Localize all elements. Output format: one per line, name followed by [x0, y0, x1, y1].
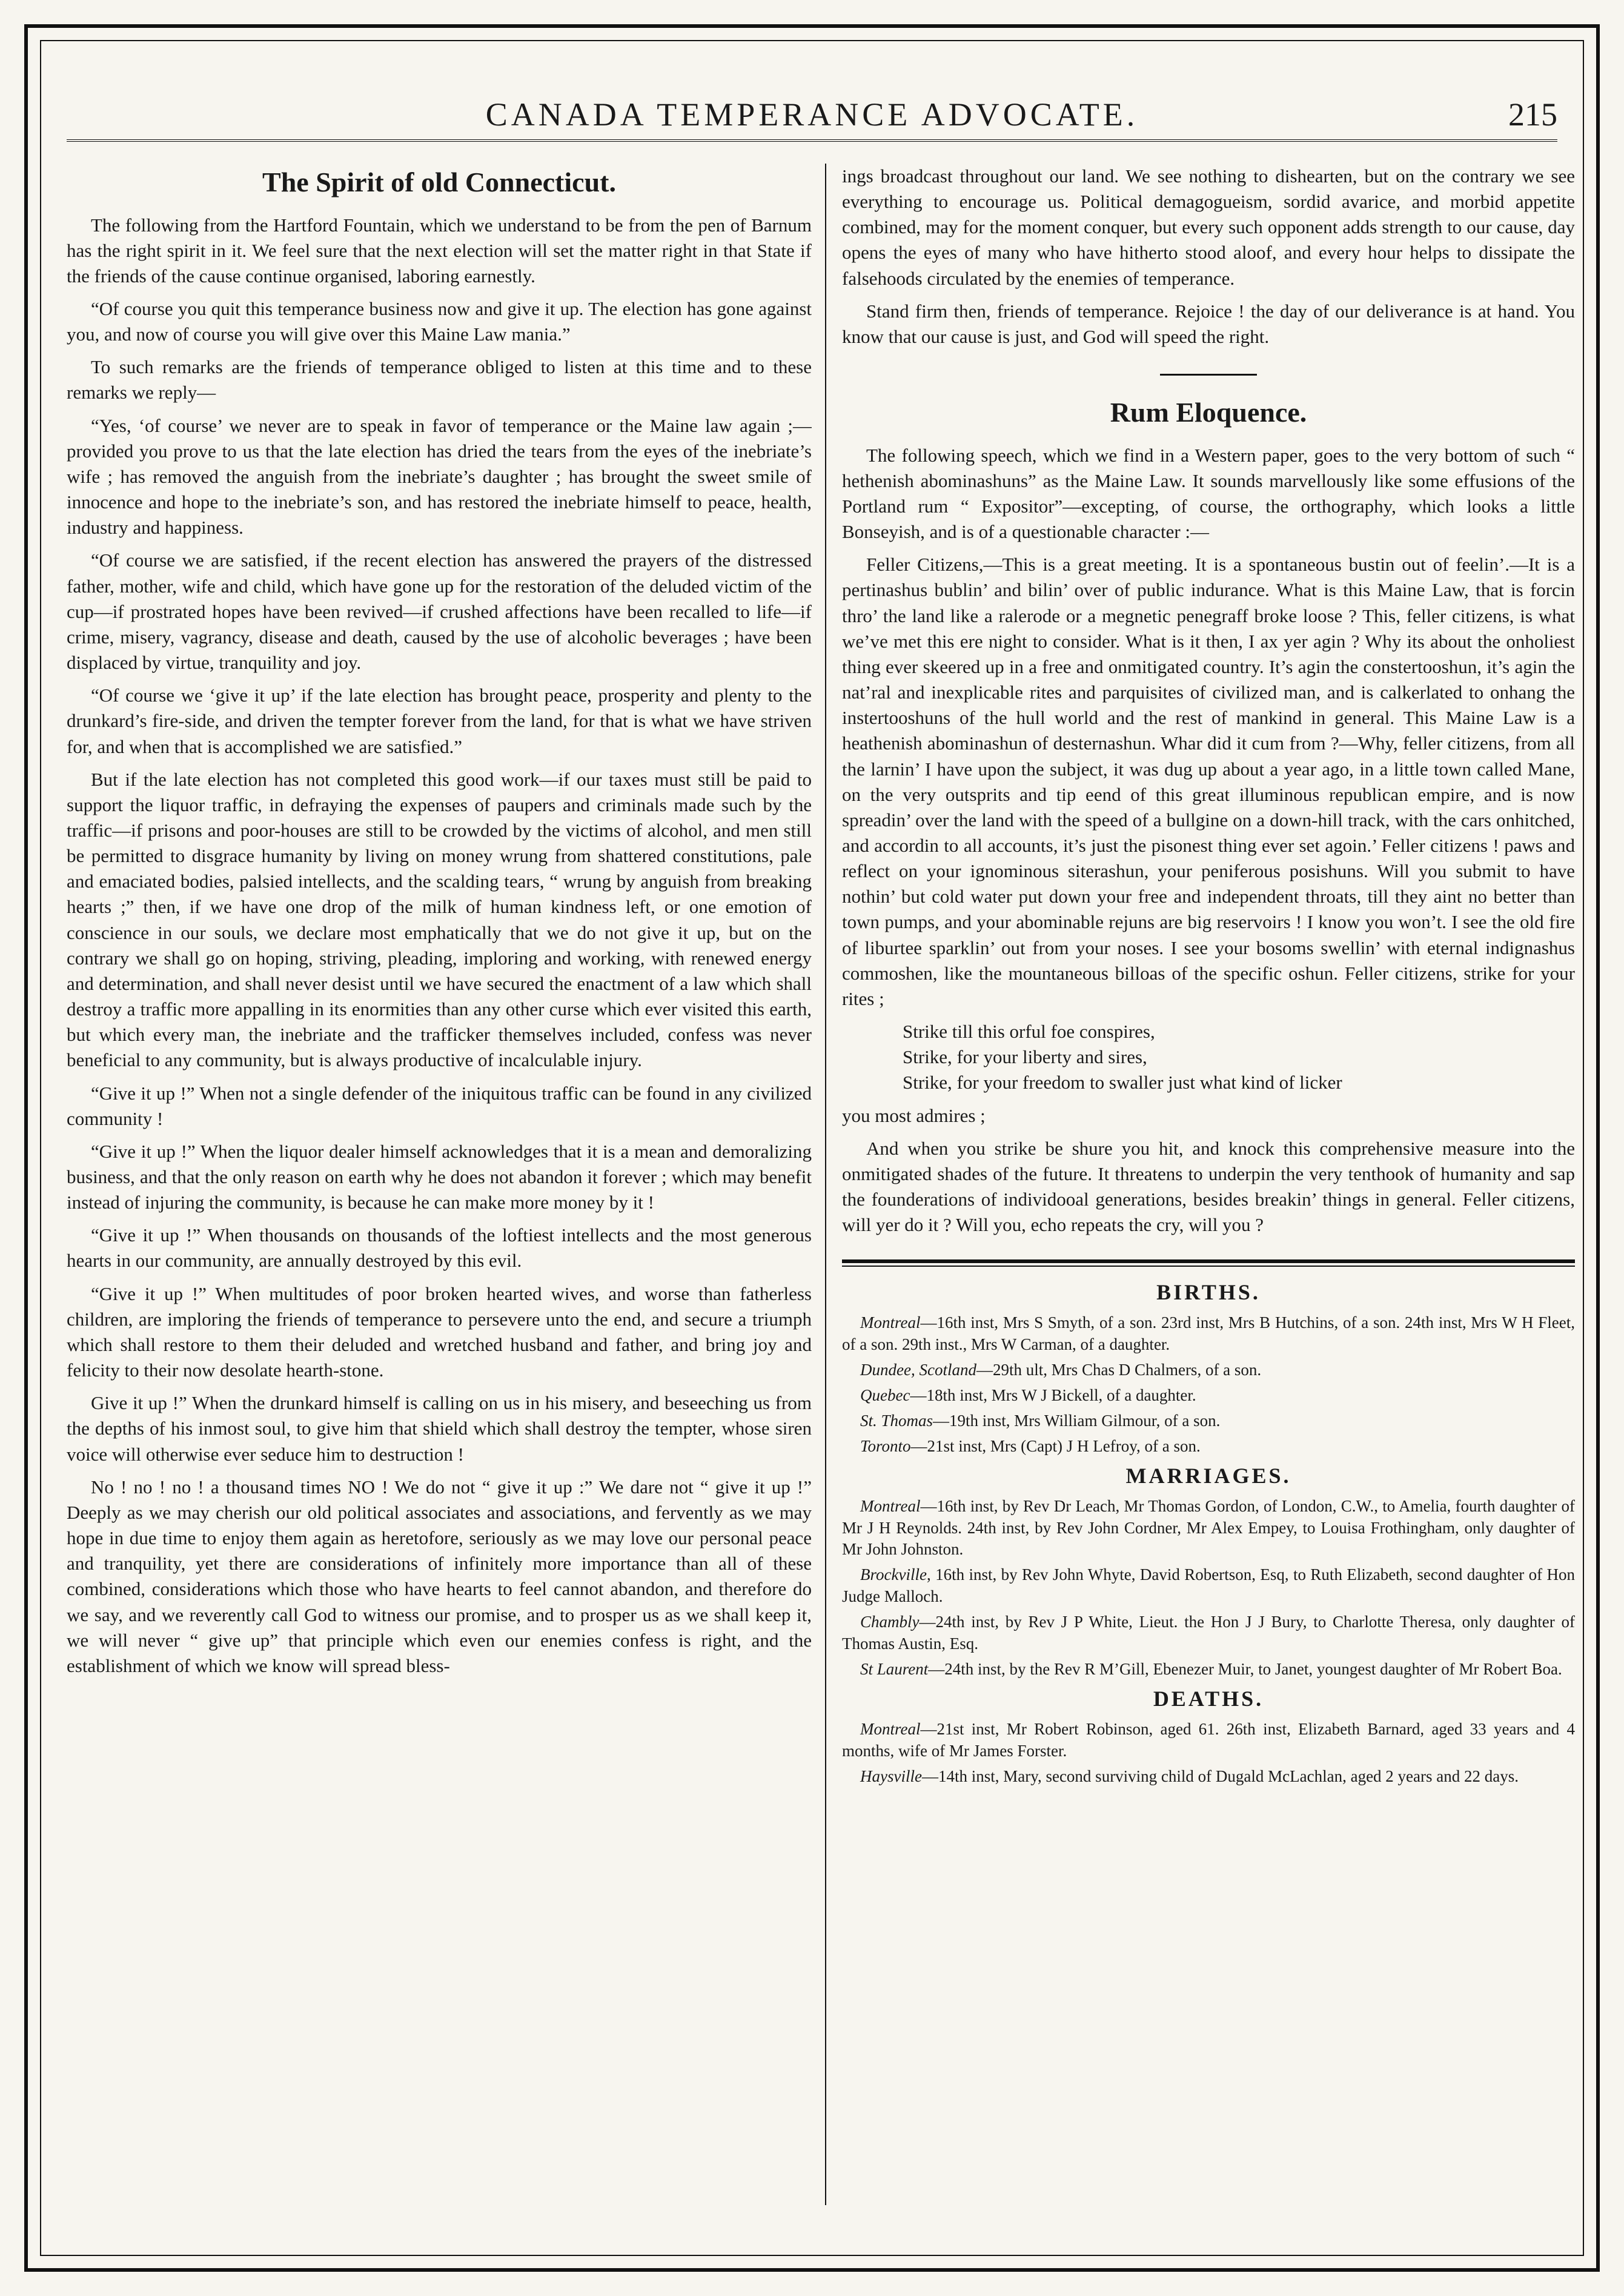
notice-text: , 16th inst, by Rev John Whyte, David Robertson, Esq, to Ruth Elizabeth, second daughter of Hon Judge Malloch. — [842, 1565, 1575, 1606]
notice-place: Toronto — [860, 1436, 911, 1455]
notice-item — [842, 1564, 1575, 1608]
notice-text: —16th inst, by Rev Dr Leach, Mr Thomas Gordon, of London, C.W., to Amelia, fourth daughter of Mr J H Reynolds. 24th inst, by Rev John Cordner, Mr Alex Empey, to Louisa Frothingham, only daughter of Mr John Johnston. — [842, 1496, 1575, 1559]
article-body-rum-eloquence — [842, 443, 1575, 1238]
paragraph: “Give it up !” When multitudes of poor broken hearted wives, and worse than fatherless children, are imploring the friends of temperance to persevere unto the end, and secure a triumph which shall restore to them their deluded and wretched husband and father, and bring joy and felicity to their now desolate hearth-stone. — [67, 1282, 812, 1381]
notice-item — [842, 1312, 1575, 1356]
notice-place: Quebec — [860, 1386, 910, 1404]
article-continuation-connecticut — [842, 164, 1575, 350]
page-number: 215 — [1508, 96, 1557, 133]
notice-text: —19th inst, Mrs William Gilmour, of a son. — [933, 1411, 1221, 1430]
notice-item — [842, 1436, 1575, 1458]
paragraph: ings broadcast throughout our land. We see nothing to dishearten, but on the contrary we see everything to encourage us. Political demagogueism, sordid avarice, and morbid appetite combined, may for the moment conquer, but every such opponent adds strength to our cause, day opens the eyes of many who have hitherto stood aloof, and every hour helps to dissipate the falsehoods circulated by the enemies of temperance. — [842, 165, 1575, 289]
notice-text: —21st inst, Mr Robert Robinson, aged 61. 26th inst, Elizabeth Barnard, aged 33 years and 4 months, wife of Mr James Forster. — [842, 1719, 1575, 1760]
notice-item — [842, 1359, 1575, 1381]
notice-text: —16th inst, Mrs S Smyth, of a son. 23rd inst, Mrs B Hutchins, of a son. 24th inst, Mrs W H Fleet, of a son. 29th inst., Mrs W Carman, of a daughter. — [842, 1313, 1575, 1354]
running-head — [67, 91, 1557, 142]
paragraph: Stand firm then, friends of temperance. Rejoice ! the day of our deliverance is at hand. You know that our cause is just, and God will speed the right. — [842, 300, 1575, 347]
paragraph: “Of course we are satisfied, if the recent election has answered the prayers of the distressed father, mother, wife and child, which have gone up for the restoration of the deluded victim of the cup—if prostrated hopes have been revived—if crushed affections have been recalled to life—if crime, misery, vagrancy, disease and death, caused by the use of alcoholic beverages ; have been displaced by virtue, tranquility and joy. — [67, 549, 812, 674]
notice-place: St. Thomas — [860, 1411, 933, 1430]
births-heading: BIRTHS. — [1156, 1280, 1261, 1305]
marriages-heading: MARRIAGES. — [1125, 1463, 1291, 1488]
article-title-rum-eloquence: Rum Eloquence. — [1110, 397, 1307, 428]
notice-place: Montreal — [860, 1719, 921, 1738]
deaths-section — [842, 1684, 1575, 1788]
notice-place: Montreal — [860, 1313, 921, 1332]
notice-place: St Laurent — [860, 1660, 929, 1679]
notice-place: Dundee, Scotland — [860, 1361, 976, 1379]
verse-line: Strike, for your freedom to swaller just what kind of licker — [903, 1072, 1342, 1093]
notice-place: Brockville — [860, 1565, 927, 1584]
notice-item — [842, 1385, 1575, 1407]
notice-item — [842, 1659, 1575, 1681]
notice-text: —24th inst, by the Rev R M’Gill, Ebenezer Muir, to Janet, youngest daughter of Mr Robert Boa. — [928, 1660, 1562, 1679]
paragraph: “Of course you quit this temperance business now and give it up. The election has gone against you, and now of course you will give over this Maine Law mania.” — [67, 298, 812, 345]
running-title: CANADA TEMPERANCE ADVOCATE. — [485, 96, 1139, 133]
section-divider — [842, 1259, 1575, 1267]
right-column — [842, 164, 1575, 2205]
verse-line: Strike till this orful foe conspires, — [903, 1021, 1155, 1043]
paragraph: “Give it up !” When thousands on thousands of the loftiest intellects and the most generous hearts in our community, are annually destroyed by this evil. — [67, 1224, 812, 1272]
notice-item — [842, 1766, 1575, 1788]
notice-text: —18th inst, Mrs W J Bickell, of a daughter. — [910, 1386, 1196, 1404]
column-rule — [825, 164, 826, 2205]
notice-item — [842, 1410, 1575, 1432]
births-section — [842, 1278, 1575, 1457]
paragraph: “Yes, ‘of course’ we never are to speak in favor of temperance or the Maine law again ;—provided you prove to us that the late election has dried the tears from the eyes of the inebriate’s wife ; has removed the anguish from the inebriate’s daughter ; has brought the sweet smile of innocence and hope to the inebriate’s son, and has restored the inebriate himself to peace, health, industry and happiness. — [67, 414, 812, 539]
paragraph: But if the late election has not completed this good work—if our taxes must still be paid to support the liquor traffic, in defraying the expenses of paupers and criminals made such by the traffic—if prisons and poor-houses are still to be crowded by the victims of alcohol, and men still be permitted to disgrace humanity by living on money wrung from shattered constitutions, pale and emaciated bodies, palsied intellects, and the scalding tears, “ wrung by anguish from breaking hearts ;” then, if we have one drop of the milk of human kindness left, or one emotion of conscience in our souls, we declare most emphatically that we do not give it up, but on the contrary we shall go on hoping, striving, pleading, imploring and working, with renewed energy and determination, and shall never desist until we have secured the enactment of a law which shall destroy a traffic more appalling in its enormities than any other curse which ever visited this earth, but which every man, the inebriate and the trafficker themselves included, confess was never beneficial to any community, but is always productive of incalculable injury. — [67, 768, 812, 1071]
notice-item — [842, 1719, 1575, 1762]
newspaper-page — [24, 24, 1600, 2272]
notice-place: Chambly — [860, 1613, 920, 1631]
paragraph: Feller Citizens,—This is a great meeting. It is a spontaneous bustin out of feelin’.—It is a pertinashus bublin’ and bilin’ over of public indurance. What is this Maine Law, that is forcin thro’ the land like a ralerode or a megnetic penegraff broke loose ? This, feller citizens, is what we’ve met this ere night to consider. What is it then, I ax yer agin ? Why its about the onholiest thing ever skeered up in a free and onmitigated country. It’s agin the constertooshun, it’s agin the nat’ral and inexplicable rites and parquisites of civilized man, and is calkerlated to onhang the instertooshuns of the hull world and the rest of mankind in general. This Maine Law is a heathenish abominashun of desternashun. Whar did it cum from ?—Why, feller citizens, from all the larnin’ I have upon the subject, it was dug up about a year ago, in a little town called Mane, on the very outsprits and tip eend of this great illuminous republican empire, and is now spreadin’ over the land with the speed of a bullgine on a down-hill track, with the cars onhitched, and accordin to all accounts, it’s just the pisonest thing ever set agoin.’ Feller citizens ! paws and reflect on your ignominous siterashun, your peniferous posishuns. Will you submit to have nothin’ but cold water put down your free and independent throats, till they aint no better than town pumps, and your abominable rejuns are big reservoirs ! I know you won’t. I see the old fire of liburtee sparklin’ out from your noses. I see your bosoms swellin’ with eternal indignashus commoshen, like the mountaneous billoas of the specific oshun. Feller citizens, strike for your rites ; — [842, 554, 1575, 1009]
paragraph: “Give it up !” When not a single defender of the iniquitous traffic can be found in any civilized community ! — [67, 1082, 812, 1129]
paragraph: The following speech, which we find in a Western paper, goes to the very bottom of such “ hethenish abominashuns” as the Maine Law. It sounds marvellously like some effusions of the Portland rum “ Expositor”—excepting, of course, the orthography, which looks a little Bonseyish, and is of a questionable character :— — [842, 444, 1575, 543]
paragraph: you most admires ; — [842, 1104, 986, 1126]
article-title-connecticut: The Spirit of old Connecticut. — [262, 167, 616, 197]
paragraph: “Of course we ‘give it up’ if the late election has brought peace, prosperity and plenty to the drunkard’s fire-side, and driven the tempter forever from the land, for that is what we have striven for, and when that is accomplished we are satisfied.” — [67, 685, 812, 757]
paragraph: “Give it up !” When the liquor dealer himself acknowledges that it is a mean and demoralizing business, and that the only reason on earth why he does not abandon it forever ; which may benefit instead of injuring the community, is because he can make more money by it ! — [67, 1140, 812, 1213]
paragraph: And when you strike be shure you hit, and knock this comprehensive measure into the onmitigated shades of the future. It threatens to underpin the very tenthook of humanity and sap the founderations of individooal generations, besides breakin’ things in general. Feller citizens, will yer do it ? Will you, echo repeats the cry, will you ? — [842, 1137, 1575, 1236]
notice-text: —29th ult, Mrs Chas D Chalmers, of a son. — [976, 1361, 1262, 1379]
verse-line: Strike, for your liberty and sires, — [903, 1046, 1147, 1068]
notice-text: —24th inst, by Rev J P White, Lieut. the Hon J J Bury, to Charlotte Theresa, only daughter of Thomas Austin, Esq. — [842, 1613, 1575, 1653]
verse — [903, 1019, 1575, 1095]
notice-text: —21st inst, Mrs (Capt) J H Lefroy, of a son. — [910, 1436, 1201, 1455]
paragraph: To such remarks are the friends of temperance obliged to listen at this time and to these remarks we reply— — [67, 356, 812, 403]
left-column — [67, 164, 812, 2205]
marriages-section — [842, 1461, 1575, 1681]
notice-place: Montreal — [860, 1496, 921, 1515]
article-divider — [1160, 374, 1257, 376]
paragraph: No ! no ! no ! a thousand times NO ! We do not “ give it up :” We dare not “ give it up !” Deeply as we may cherish our old political associates and associations, and fervently as we may hope in due time to enjoy them again as heretofore, seriously as we may love our personal peace and tranquility, yet there are considerations of infinitely more importance than all of these combined, considerations which those who have hearts to feel cannot abandon, and therefore do we say, and we reverently call God to witness our promise, and to prosper us as we shall keep it, we will never “ give up” that principle which even our enemies confess is right, and the establishment of which we know will spread bless- — [67, 1476, 812, 1676]
article-body-connecticut — [67, 213, 812, 1679]
paragraph: The following from the Hartford Fountain, which we understand to be from the pen of Barnum has the right spirit in it. We feel sure that the next election will set the matter right in that State if the friends of the cause continue organised, laboring earnestly. — [67, 214, 812, 287]
notice-item — [842, 1611, 1575, 1655]
notice-text: —14th inst, Mary, second surviving child of Dugald McLachlan, aged 2 years and 22 days. — [921, 1767, 1519, 1785]
paragraph: Give it up !” When the drunkard himself is calling on us in his misery, and beseeching us from the depths of his inmost soul, to give him that shield which shall destroy the tempter, whose siren voice will otherwise ever seduce him to destruction ! — [67, 1392, 812, 1465]
notice-item — [842, 1496, 1575, 1561]
notice-place: Haysville — [860, 1767, 922, 1785]
deaths-heading: DEATHS. — [1153, 1686, 1264, 1711]
